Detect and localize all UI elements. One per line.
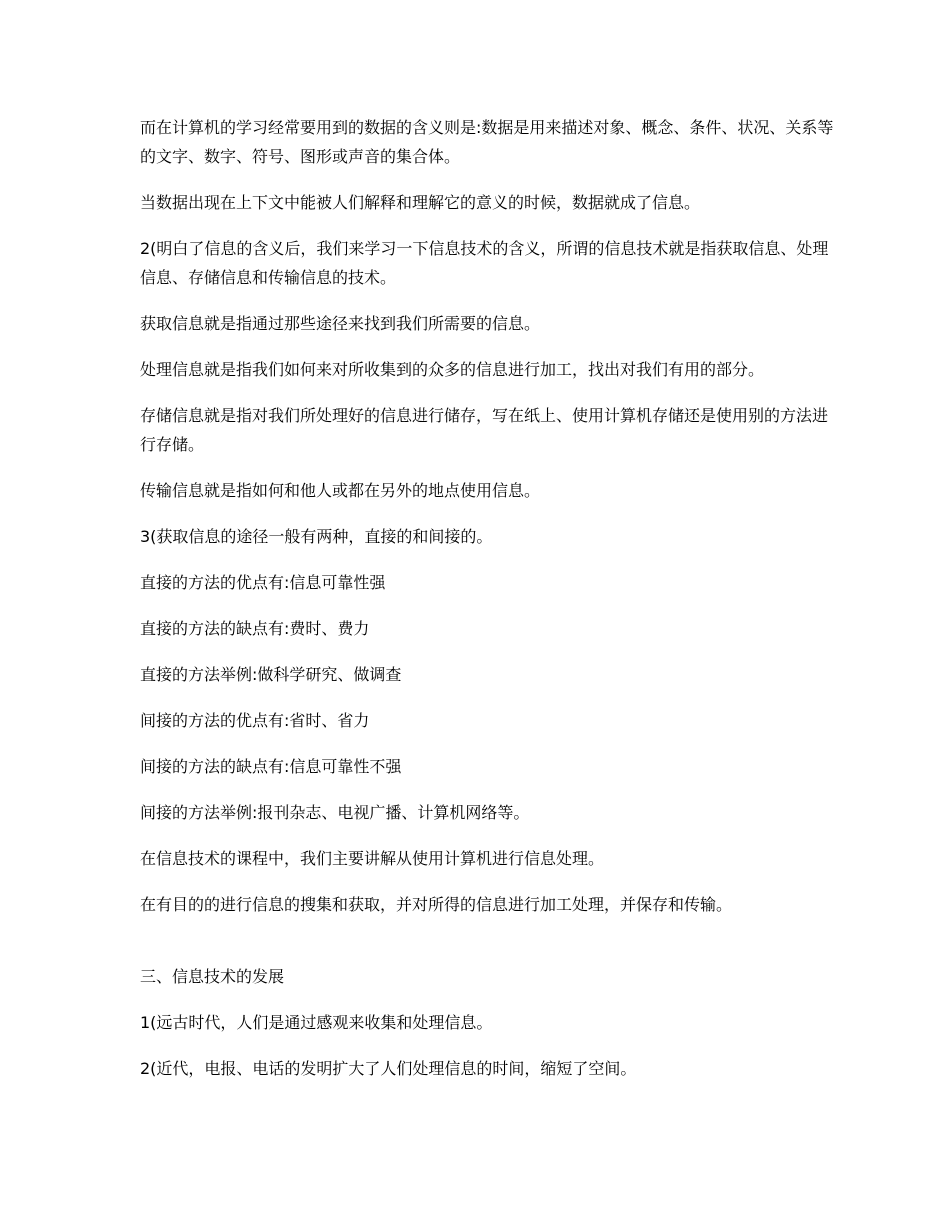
paragraph-course-focus: 在信息技术的课程中，我们主要讲解从使用计算机进行信息处理。 <box>140 849 605 868</box>
paragraph-direct-examples: 直接的方法举例:做科学研究、做调查 <box>140 665 402 684</box>
paragraph-direct-disadvantages: 直接的方法的缺点有:费时、费力 <box>140 619 370 638</box>
paragraph-indirect-advantages: 间接的方法的优点有:省时、省力 <box>140 711 370 730</box>
paragraph-transmit-information: 传输信息就是指如何和他人或都在另外的地点使用信息。 <box>140 481 541 500</box>
paragraph-direct-advantages: 直接的方法的优点有:信息可靠性强 <box>140 573 386 592</box>
paragraph-indirect-disadvantages: 间接的方法的缺点有:信息可靠性不强 <box>140 757 402 776</box>
document-body <box>140 113 840 1100</box>
paragraph-modern-times: 2(近代，电报、电话的发明扩大了人们处理信息的时间，缩短了空间。 <box>140 1059 637 1078</box>
paragraph-it-definition: 2(明白了信息的含义后，我们来学习一下信息技术的含义，所谓的信息技术就是指获取信息、处理信息、存储信息和传输信息的技术。 <box>140 239 829 287</box>
paragraph-data-becomes-information: 当数据出现在上下文中能被人们解释和理解它的意义的时候，数据就成了信息。 <box>140 193 701 212</box>
paragraph-ancient-times: 1(远古时代，人们是通过感观来收集和处理信息。 <box>140 1013 493 1032</box>
paragraph-acquire-information: 获取信息就是指通过那些途径来找到我们所需要的信息。 <box>140 314 541 333</box>
section-heading-it-development: 三、信息技术的发展 <box>140 967 285 986</box>
paragraph-indirect-examples: 间接的方法举例:报刊杂志、电视广播、计算机网络等。 <box>140 803 530 822</box>
paragraph-acquisition-methods: 3(获取信息的途径一般有两种，直接的和间接的。 <box>140 527 493 546</box>
paragraph-store-information: 存储信息就是指对我们所处理好的信息进行储存，写在纸上、使用计算机存储还是使用别的方法进行存储。 <box>140 406 829 454</box>
paragraph-purposeful-collection: 在有目的的进行信息的搜集和获取，并对所得的信息进行加工处理，并保存和传输。 <box>140 895 733 914</box>
paragraph-data-definition: 而在计算机的学习经常要用到的数据的含义则是:数据是用来描述对象、概念、条件、状况、关系等的文字、数字、符号、图形或声音的集合体。 <box>140 118 834 166</box>
paragraph-process-information: 处理信息就是指我们如何来对所收集到的众多的信息进行加工，找出对我们有用的部分。 <box>140 360 765 379</box>
section-spacer <box>140 936 840 962</box>
